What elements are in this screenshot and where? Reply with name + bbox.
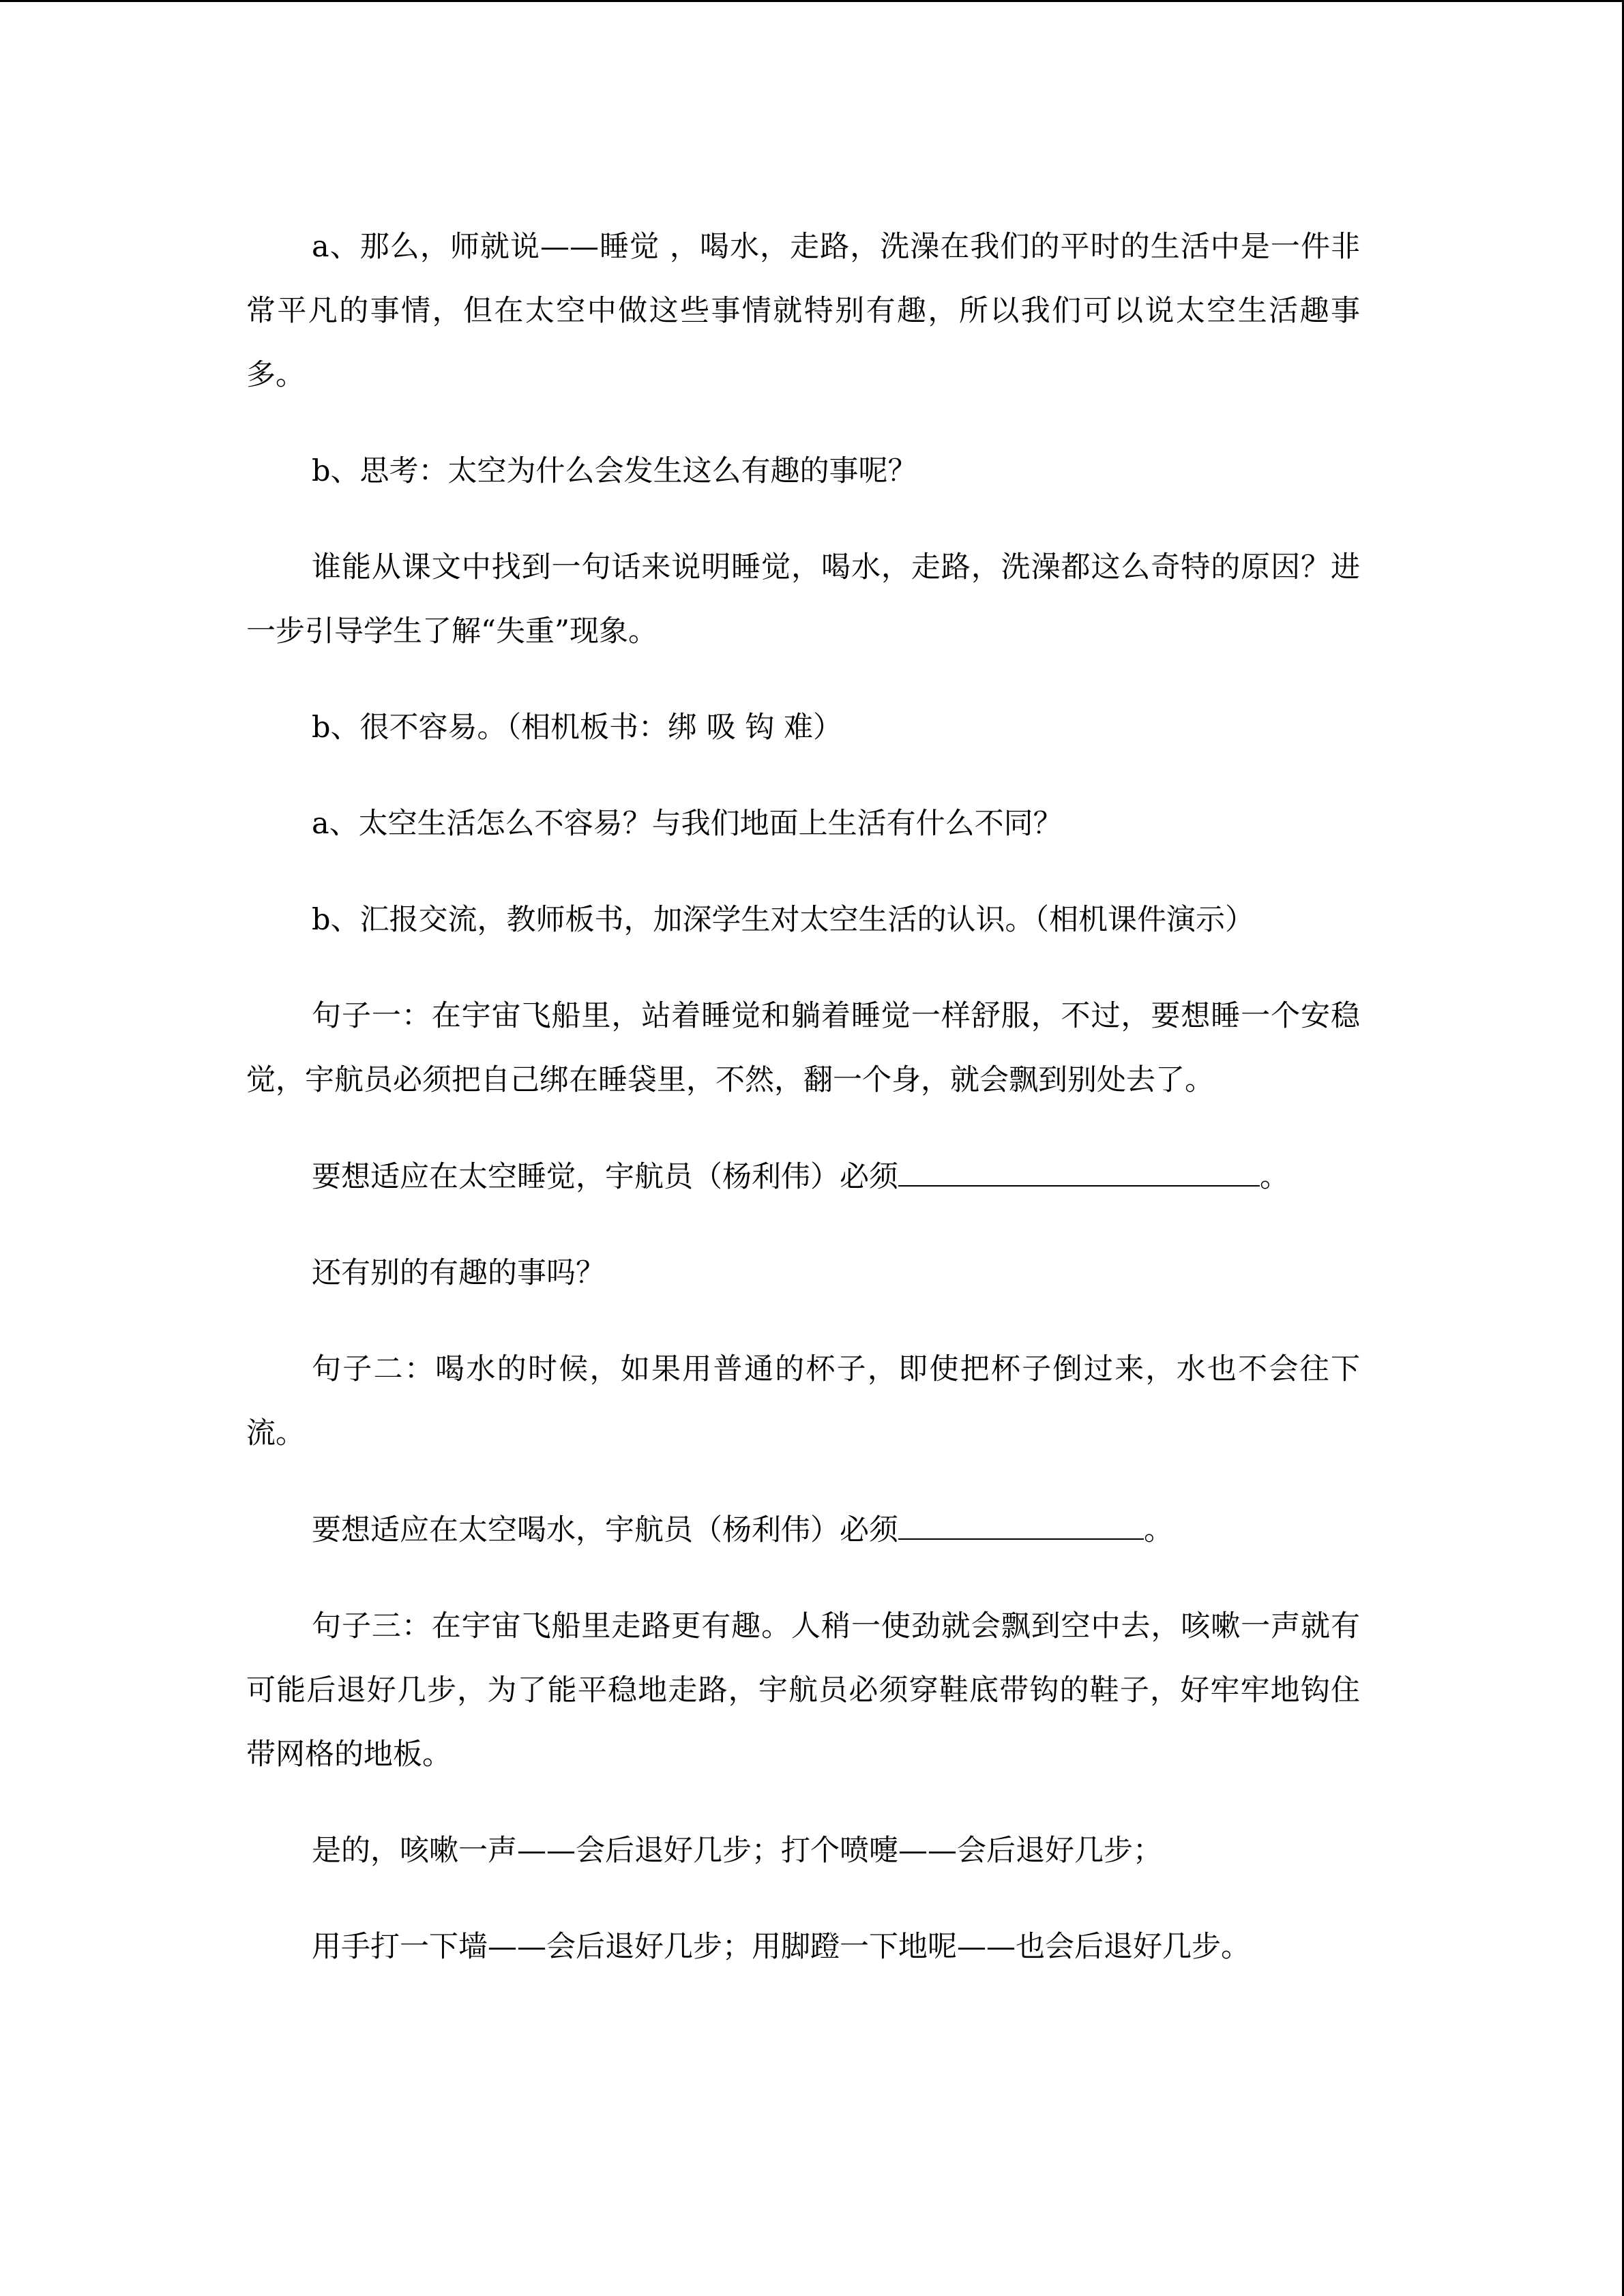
paragraph: b、思考：太空为什么会发生这么有趣的事呢？ <box>312 454 917 488</box>
paragraph: 句子二：喝水的时候，如果用普通的杯子，即使把杯子倒过来，水也不会往下流。 <box>246 1352 1360 1450</box>
document-body <box>246 215 1360 2011</box>
fill-in-sentence-drink <box>246 1497 1360 1562</box>
paragraph: b、很不容易。（相机板书：绑 吸 钩 难） <box>312 711 843 745</box>
fill-in-prefix: 要想适应在太空睡觉，宇航员（杨利伟）必须 <box>312 1160 898 1194</box>
paragraph: 谁能从课文中找到一句话来说明睡觉，喝水，走路，洗澡都这么奇特的原因？进一步引导学生了解“失重”现象。 <box>246 550 1360 648</box>
paragraph: 是的，咳嗽一声——会后退好几步；打个喷嚏——会后退好几步； <box>312 1834 1162 1868</box>
paragraph: a、太空生活怎么不容易？与我们地面上生活有什么不同？ <box>312 807 1063 841</box>
fill-in-prefix: 要想适应在太空喝水，宇航员（杨利伟）必须 <box>312 1513 898 1547</box>
paragraph: b、汇报交流，教师板书，加深学生对太空生活的认识。（相机课件演示） <box>312 903 1255 937</box>
fill-in-blank <box>898 1144 1260 1187</box>
fill-in-suffix: 。 <box>1144 1513 1173 1547</box>
paragraph: 还有别的有趣的事吗？ <box>312 1256 605 1290</box>
paragraph: 用手打一下墙——会后退好几步；用脚蹬一下地呢——也会后退好几步。 <box>312 1930 1250 1964</box>
paragraph: 句子一：在宇宙飞船里，站着睡觉和躺着睡觉一样舒服，不过，要想睡一个安稳觉，宇航员必须把自己绑在睡袋里，不然，翻一个身，就会飘到别处去了。 <box>246 999 1360 1097</box>
fill-in-sentence-sleep <box>246 1144 1360 1209</box>
paragraph: a、那么，师就说——睡觉 ，喝水，走路，洗澡在我们的平时的生活中是一件非常平凡的事情，但在太空中做这些事情就特别有趣，所以我们可以说太空生活趣事多。 <box>246 230 1360 392</box>
fill-in-suffix: 。 <box>1260 1160 1289 1194</box>
paragraph: 句子三：在宇宙飞船里走路更有趣。人稍一使劲就会飘到空中去，咳嗽一声就有可能后退好几步，为了能平稳地走路，宇航员必须穿鞋底带钩的鞋子，好牢牢地钩住带网格的地板。 <box>246 1609 1360 1772</box>
fill-in-blank <box>898 1497 1144 1540</box>
